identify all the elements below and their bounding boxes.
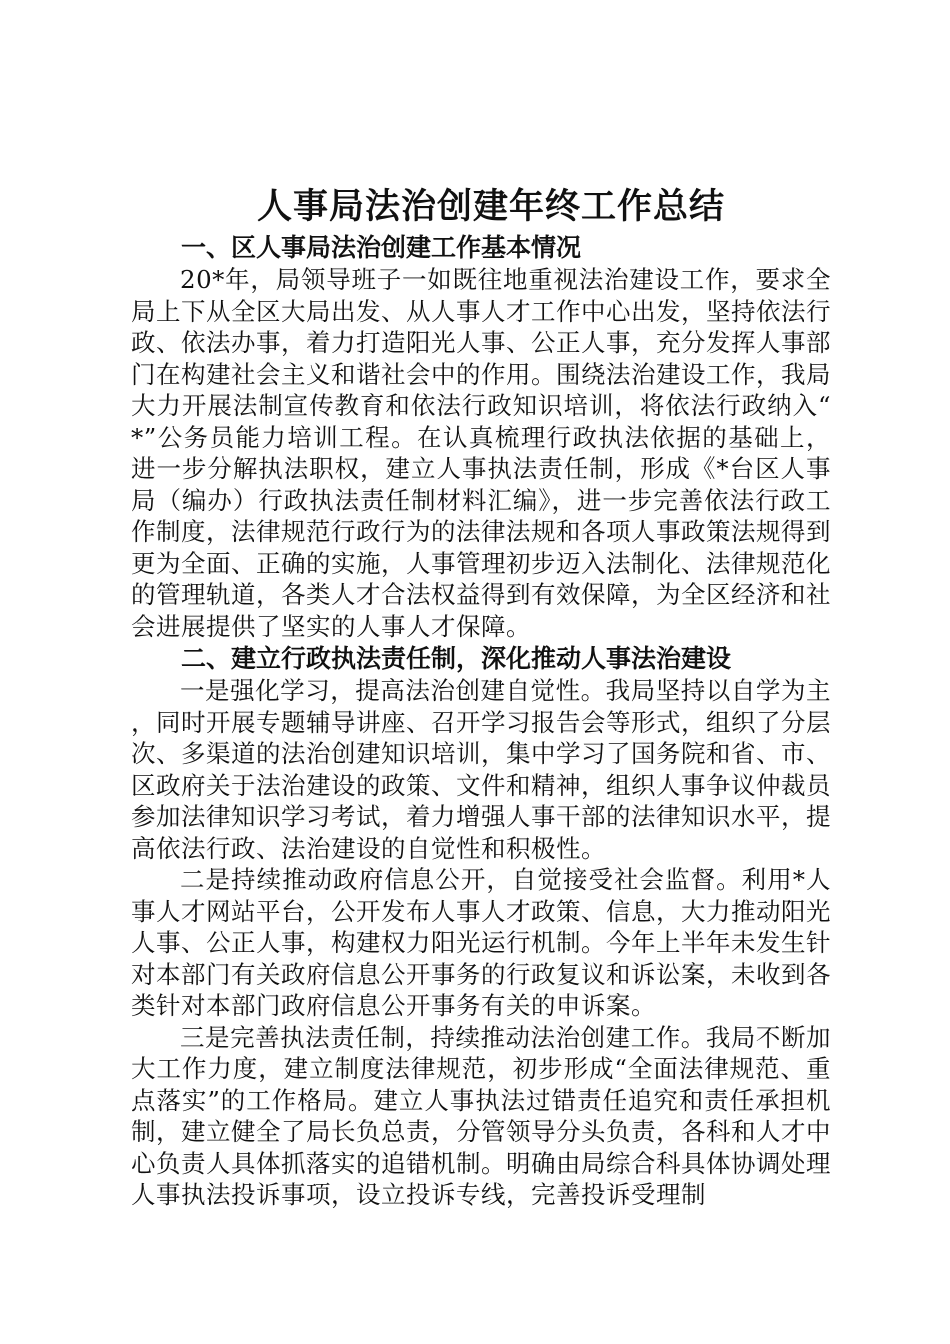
section-heading: 一、区人事局法治创建工作基本情况 — [181, 233, 582, 262]
document-title: 人事局法治创建年终工作总结 — [256, 186, 725, 227]
document-page — [131, 183, 831, 1211]
section-heading: 二、建立行政执法责任制，深化推动人事法治建设 — [181, 644, 732, 673]
body-paragraph: 二是持续推动政府信息公开，自觉接受社会监督。利用*人事人才网站平台，公开发布人事人才政策、信息，大力推动阳光人事、公正人事，构建权力阳光运行机制。今年上半年未发生针对本部门有关政府信息公开事务的行政复议和诉讼案，未收到各类针对本部门政府信息公开事务有关的申诉案。 — [131, 865, 831, 1020]
body-paragraph: 三是完善执法责任制，持续推动法治创建工作。我局不断加大工作力度，建立制度法律规范，初步形成“全面法律规范、重点落实”的工作格局。建立人事执法过错责任追究和责任承担机制，建立健全了局长负总责，分管领导分头负责，各科和人才中心负责人具体抓落实的追错机制。明确由局综合科具体协调处理人事执法投诉事项，设立投诉专线，完善投诉受理制 — [131, 1022, 831, 1209]
body-paragraph: 20*年，局领导班子一如既往地重视法治建设工作，要求全局上下从全区大局出发、从人事人才工作中心出发，坚持依法行政、依法办事，着力打造阳光人事、公正人事，充分发挥人事部门在构建社会主义和谐社会中的作用。围绕法治建设工作，我局大力开展法制宣传教育和依法行政知识培训，将依法行政纳入“*”公务员能力培训工程。在认真梳理行政执法依据的基础上，进一步分解执法职权，建立人事执法责任制，形成《*台区人事局（编办）行政执法责任制材料汇编》，进一步完善依法行政工作制度，法律规范行政行为的法律法规和各项人事政策法规得到更为全面、正确的实施，人事管理初步迈入法制化、法律规范化的管理轨道，各类人才合法权益得到有效保障，为全区经济和社会进展提供了坚实的人事人才保障。 — [131, 265, 831, 641]
body-paragraph: 一是强化学习，提高法治创建自觉性。我局坚持以自学为主，同时开展专题辅导讲座、召开学习报告会等形式，组织了分层次、多渠道的法治创建知识培训，集中学习了国务院和省、市、区政府关于法治建设的政策、文件和精神，组织人事争议仲裁员参加法律知识学习考试，着力增强人事干部的法律知识水平，提高依法行政、法治建设的自觉性和积极性。 — [131, 676, 831, 863]
